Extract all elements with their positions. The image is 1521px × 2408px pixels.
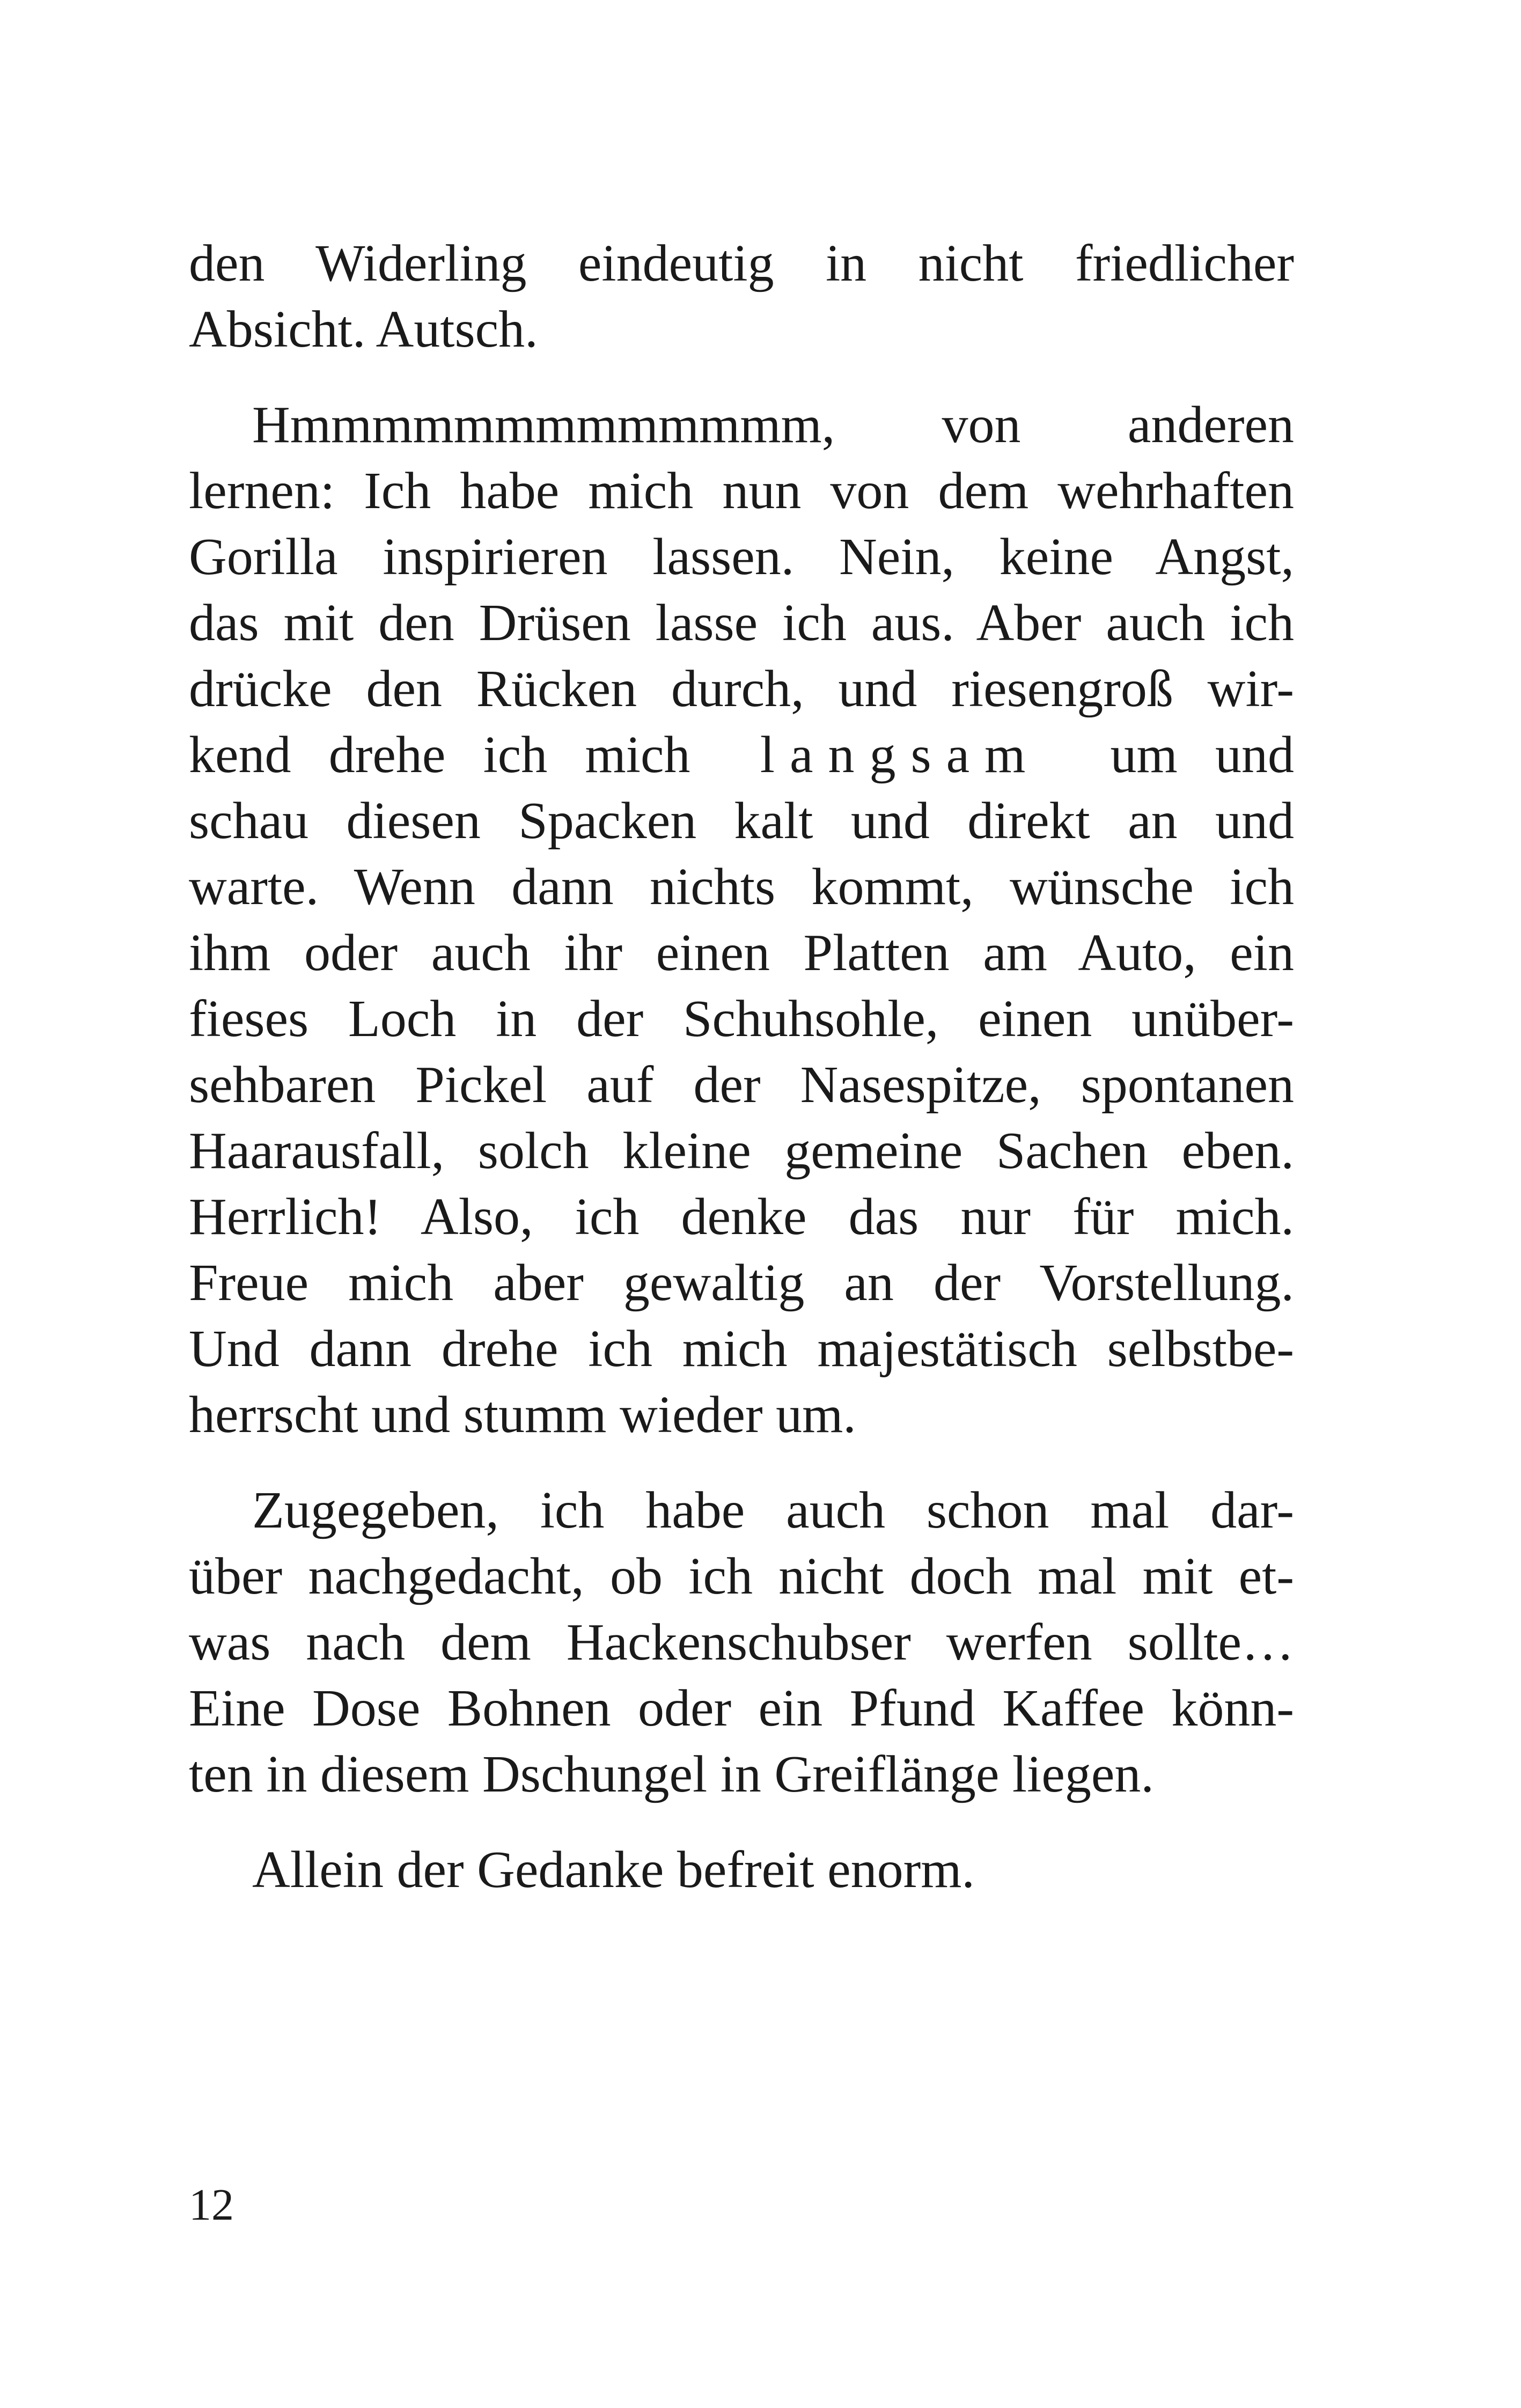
paragraph-1 (189, 231, 1294, 363)
text-line: den Widerling eindeutig in nicht friedlicher (189, 234, 1294, 292)
body-text (189, 231, 1294, 1903)
text-line: Herrlich! Also, ich denke das nur für mich. (189, 1188, 1294, 1246)
text-line: Haarausfall, solch kleine gemeine Sachen eben. (189, 1122, 1294, 1180)
text-line: lernen: Ich habe mich nun von dem wehrhaften (189, 462, 1294, 520)
text-line-spaced (189, 722, 1294, 788)
spaced-word: langsam (760, 726, 1041, 784)
text-line: Eine Dose Bohnen oder ein Pfund Kaffee könn- (189, 1679, 1294, 1737)
text-line: sehbaren Pickel auf der Nasespitze, spontanen (189, 1056, 1294, 1114)
text-line: über nachgedacht, ob ich nicht doch mal mit et- (189, 1547, 1294, 1605)
text-line: fieses Loch in der Schuhsohle, einen unüber- (189, 990, 1294, 1048)
text-line: ihm oder auch ihr einen Platten am Auto, ein (189, 924, 1294, 982)
paragraph-2 (189, 392, 1294, 1448)
text-line: drücke den Rücken durch, und riesengroß wir- (189, 660, 1294, 718)
text-line: das mit den Drüsen lasse ich aus. Aber auch ich (189, 594, 1294, 652)
text-line: warte. Wenn dann nichts kommt, wünsche ich (189, 858, 1294, 916)
text-line: was nach dem Hackenschubser werfen sollte… (189, 1613, 1294, 1671)
text-line: Hmmmmmmmmmmmmm, von anderen (252, 396, 1294, 454)
text-line: Und dann drehe ich mich majestätisch selbstbe- (189, 1320, 1294, 1378)
text-line: ten in diesem Dschungel in Greiflänge liegen. (189, 1745, 1154, 1803)
paragraph-3 (189, 1478, 1294, 1808)
line-segment-after: um und (1110, 726, 1295, 784)
text-line: schau diesen Spacken kalt und direkt an und (189, 792, 1294, 850)
text-line: Zugegeben, ich habe auch schon mal dar- (252, 1481, 1294, 1539)
text-line: Gorilla inspirieren lassen. Nein, keine Angst, (189, 528, 1294, 586)
page-number: 12 (189, 2180, 234, 2230)
text-line: Allein der Gedanke befreit enorm. (252, 1841, 975, 1899)
text-line: Absicht. Autsch. (189, 300, 538, 358)
line-segment-before: kend drehe ich mich (189, 726, 690, 784)
text-line: Freue mich aber gewaltig an der Vorstellung. (189, 1254, 1294, 1312)
text-line: herrscht und stumm wieder um. (189, 1386, 856, 1444)
paragraph-4 (189, 1837, 1294, 1903)
